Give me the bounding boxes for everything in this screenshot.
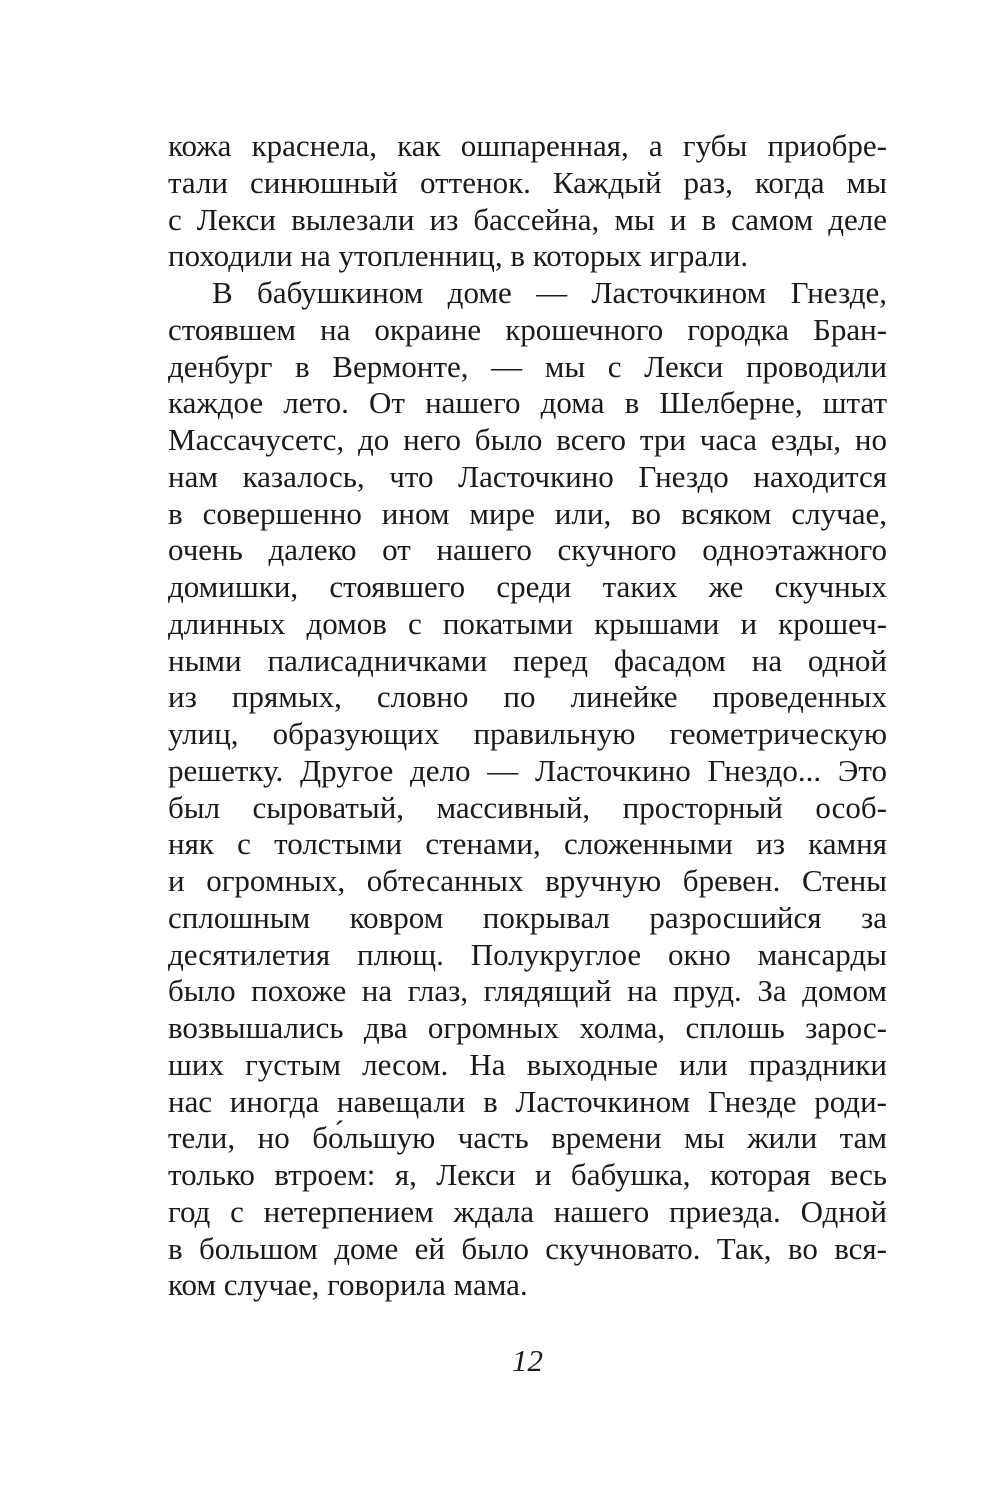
text-line: только втроем: я, Лекси и бабушка, которая весь <box>168 1157 887 1192</box>
text-line: кожа краснела, как ошпаренная, а губы приобре- <box>168 128 887 163</box>
text-block <box>168 128 887 1304</box>
text-line: улиц, образующих правильную геометрическую <box>168 716 887 751</box>
text-line: год с нетерпением ждала нашего приезда. Одной <box>168 1193 887 1229</box>
text-line: ком случае, говорила мама. <box>168 1267 528 1303</box>
text-line: В бабушкином доме — Ласточкином Гнезде, <box>212 275 887 310</box>
text-line: тали синюшный оттенок. Каждый раз, когда мы <box>168 164 887 200</box>
text-line: сплошным ковром покрывал разросшийся за <box>168 899 887 935</box>
text-line: возвышались два огромных холма, сплошь зарос- <box>168 1010 887 1045</box>
text-line: длинных домов с покатыми крышами и крошеч- <box>168 605 887 641</box>
text-line: походили на утопленниц, в которых играли. <box>168 238 749 274</box>
text-line: был сыроватый, массивный, просторный особ- <box>168 789 887 825</box>
paragraph <box>168 128 887 275</box>
text-line: было похоже на глаз, глядящий на пруд. За домом <box>168 973 887 1009</box>
text-line: очень далеко от нашего скучного одноэтажного <box>168 532 887 568</box>
text-line: ших густым лесом. На выходные или праздники <box>168 1046 887 1082</box>
text-line: тели, но бо́льшую часть времени мы жили там <box>168 1120 887 1156</box>
text-line: денбург в Вермонте, — мы с Лекси проводили <box>168 348 887 384</box>
page-number: 12 <box>512 1343 543 1378</box>
text-line: в совершенно ином мире или, во всяком случае, <box>168 495 887 531</box>
text-line: из прямых, словно по линейке проведенных <box>168 679 887 715</box>
text-line: стоявшем на окраине крошечного городка Бран- <box>168 311 887 347</box>
text-line: нам казалось, что Ласточкино Гнездо находится <box>168 458 887 494</box>
text-line: няк с толстыми стенами, сложенными из камня <box>168 826 887 862</box>
text-line: нас иногда навещали в Ласточкином Гнезде роди- <box>168 1083 887 1119</box>
text-line: с Лекси вылезали из бассейна, мы и в самом деле <box>168 201 887 237</box>
text-line: ными палисадничками перед фасадом на одной <box>168 642 887 678</box>
text-line: и огромных, обтесанных вручную бревен. Стены <box>168 863 887 898</box>
text-line: в большом доме ей было скучновато. Так, во вся- <box>168 1230 887 1266</box>
text-line: каждое лето. От нашего дома в Шелберне, штат <box>168 385 887 421</box>
paragraph <box>168 275 887 1304</box>
text-line: Массачусетс, до него было всего три часа езды, но <box>168 422 887 457</box>
text-line: решетку. Другое дело — Ласточкино Гнездо... Это <box>168 752 887 788</box>
text-line: домишки, стоявшего среди таких же скучных <box>168 569 887 604</box>
text-line: десятилетия плющ. Полукруглое окно мансарды <box>168 936 887 972</box>
